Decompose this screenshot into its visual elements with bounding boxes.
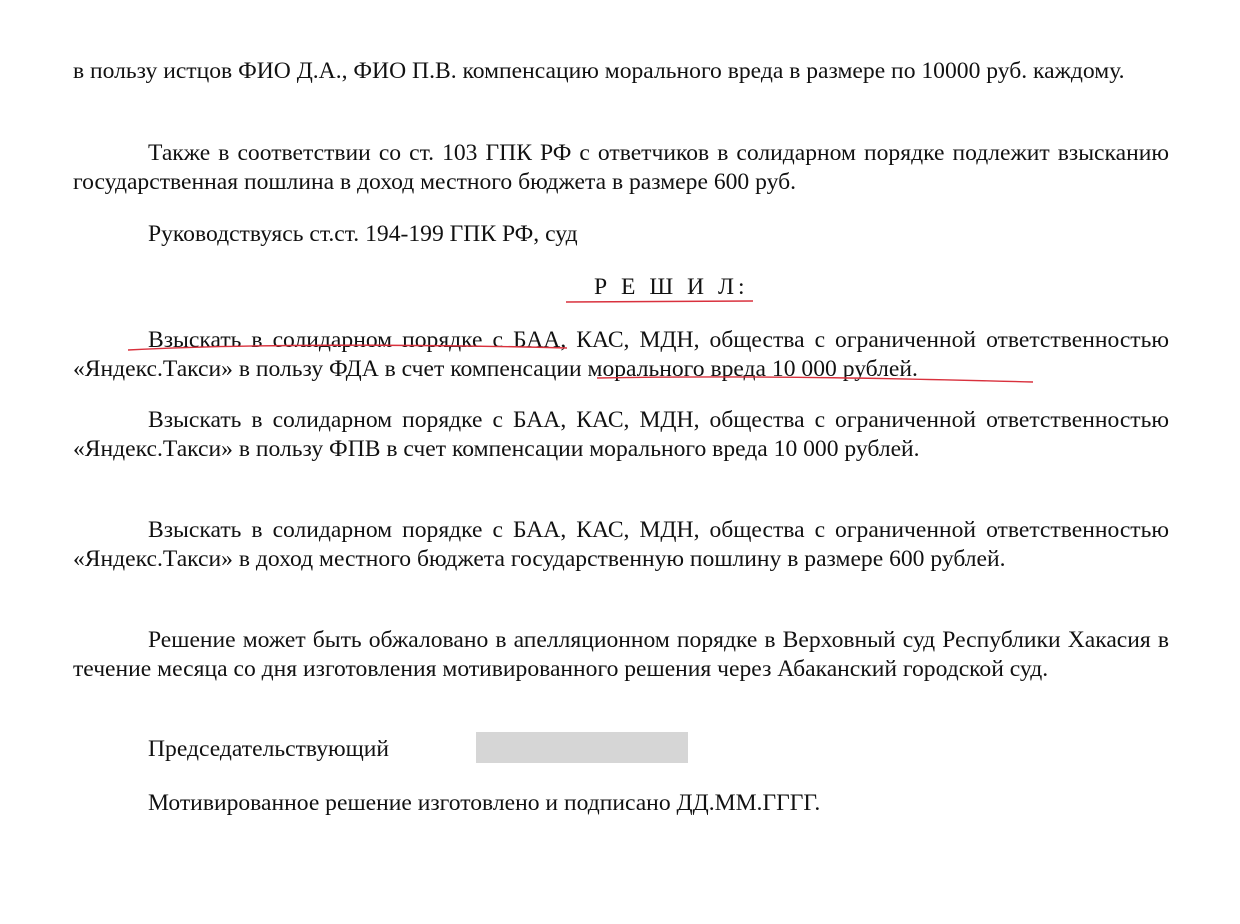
paragraph-moral-damages-plaintiffs: в пользу истцов ФИО Д.А., ФИО П.В. компенсацию морального вреда в размере по 10000 руб. каждому. (73, 58, 1125, 84)
paragraph-order-fda: Взыскать в солидарном порядке с БАА, КАС, МДН, общества с ограниченной ответственностью «Яндекс.Такси» в пользу ФДА в счет компенсации морального вреда 10 000 рублей. (73, 327, 1169, 382)
heading-decided: Р Е Ш И Л: (594, 274, 749, 300)
presiding-judge-label: Председательствующий (148, 736, 390, 762)
paragraph-order-fpv: Взыскать в солидарном порядке с БАА, КАС, МДН, общества с ограниченной ответственностью «Яндекс.Такси» в пользу ФПВ в счет компенсации морального вреда 10 000 рублей. (73, 407, 1169, 462)
paragraph-appeal: Решение может быть обжаловано в апелляционном порядке в Верховный суд Республики Хакасия в течение месяца со дня изготовления мотивированного решения через Абаканский городской суд. (73, 627, 1169, 682)
paragraph-guided-by: Руководствуясь ст.ст. 194-199 ГПК РФ, суд (148, 221, 578, 247)
paragraph-signed-date: Мотивированное решение изготовлено и подписано ДД.ММ.ГГГГ. (148, 790, 821, 816)
redacted-signature (476, 732, 688, 763)
paragraph-order-budget: Взыскать в солидарном порядке с БАА, КАС, МДН, общества с ограниченной ответственностью «Яндекс.Такси» в доход местного бюджета государственную пошлину в размере 600 рублей. (73, 517, 1169, 572)
paragraph-state-duty: Также в соответствии со ст. 103 ГПК РФ с ответчиков в солидарном порядке подлежит взысканию государственная пошлина в доход местного бюджета в размере 600 руб. (73, 140, 1169, 195)
